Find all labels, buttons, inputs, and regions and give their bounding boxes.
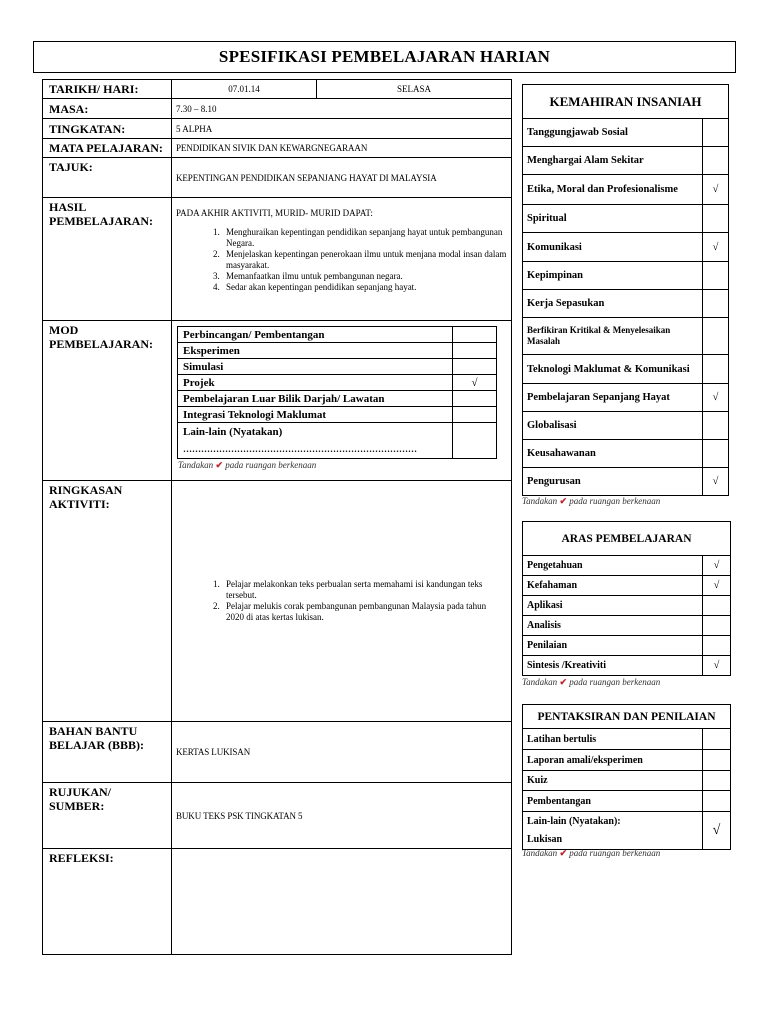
mod-checklist — [177, 326, 497, 459]
kemahiran-item-mark[interactable]: √ — [703, 233, 729, 262]
kemahiran-item-mark[interactable]: √ — [703, 468, 729, 496]
row-mata-pelajaran — [43, 139, 512, 158]
table-row — [178, 359, 497, 375]
row-mod — [43, 321, 512, 481]
pentaksiran-item-label: Laporan amali/eksperimen — [523, 750, 703, 771]
mod-item-label: Simulasi — [178, 359, 453, 375]
kemahiran-item-label: Komunikasi — [523, 233, 703, 262]
mod-note — [178, 460, 511, 471]
hasil-label-line2: PEMBELAJARAN: — [49, 214, 153, 228]
ringkasan-label-line2: AKTIVITI: — [49, 497, 110, 511]
pentaksiran-other-label: Lain-lain (Nyatakan): — [527, 815, 621, 827]
kemahiran-title: KEMAHIRAN INSANIAH — [523, 85, 729, 119]
tick-icon: ✔ — [559, 496, 567, 506]
table-row — [523, 468, 729, 496]
tarikh-value: 07.01.14 — [172, 80, 317, 99]
mod-item-label: Projek — [178, 375, 453, 391]
mod-item-label: Lain-lain (Nyatakan) — [183, 426, 283, 438]
kemahiran-item-label: Teknologi Maklumat & Komunikasi — [523, 355, 703, 384]
aras-item-label: Analisis — [523, 616, 703, 636]
kemahiran-item-mark[interactable] — [703, 119, 729, 147]
list-item: 1. Pelajar melakonkan teks perbualan serta memahami isi kandungan teks tersebut. — [222, 579, 501, 601]
pentaksiran-item-other — [523, 812, 703, 850]
table-row — [523, 355, 729, 384]
table-row — [523, 556, 731, 576]
list-item: 3. Memanfaatkan ilmu untuk pembangunan negara. — [222, 271, 507, 282]
note-prefix: Tandakan — [522, 496, 558, 506]
pentaksiran-table — [522, 704, 731, 850]
table-row — [523, 318, 729, 355]
pentaksiran-title: PENTAKSIRAN DAN PENILAIAN — [523, 705, 731, 729]
hasil-label — [43, 198, 172, 321]
pentaksiran-item-mark[interactable] — [703, 791, 731, 812]
hasil-content — [172, 198, 512, 321]
note-suffix: pada ruangan berkenaan — [569, 848, 661, 858]
tick-icon: ✔ — [215, 460, 223, 470]
kemahiran-item-mark[interactable] — [703, 412, 729, 440]
aras-item-mark[interactable] — [703, 596, 731, 616]
lesson-details-table — [42, 79, 512, 955]
kemahiran-item-mark[interactable] — [703, 440, 729, 468]
table-row — [523, 771, 731, 791]
hasil-intro: PADA AKHIR AKTIVITI, MURID- MURID DAPAT: — [176, 208, 373, 218]
ringkasan-label — [43, 481, 172, 722]
list-item: 2. Menjelaskan kepentingan penerokaan ilmu untuk menjana modal insan dalam masyarakat. — [222, 249, 507, 271]
aras-item-label: Penilaian — [523, 636, 703, 656]
mod-item-mark[interactable] — [453, 343, 497, 359]
bbb-label — [43, 722, 172, 783]
table-row — [523, 233, 729, 262]
aras-item-mark[interactable]: √ — [703, 656, 731, 676]
tick-icon: ✔ — [559, 848, 567, 858]
aras-item-mark[interactable]: √ — [703, 556, 731, 576]
aras-item-mark[interactable]: √ — [703, 576, 731, 596]
kemahiran-item-mark[interactable] — [703, 355, 729, 384]
table-row — [178, 343, 497, 359]
table-row — [523, 147, 729, 175]
pentaksiran-note — [522, 848, 660, 859]
list-item: 4. Sedar akan kepentingan pendidikan sepanjang hayat. — [222, 282, 507, 293]
note-suffix: pada ruangan berkenaan — [569, 496, 661, 506]
kemahiran-item-label: Berfikiran Kritikal & Menyelesaikan Masalah — [523, 318, 703, 355]
pentaksiran-other-value: Lukisan — [527, 833, 563, 845]
table-row — [523, 812, 731, 850]
table-row — [178, 391, 497, 407]
table-row — [523, 576, 731, 596]
note-prefix: Tandakan — [178, 460, 214, 470]
ringkasan-content — [172, 481, 512, 722]
row-refleksi — [43, 849, 512, 955]
mod-content — [172, 321, 512, 481]
table-row — [523, 262, 729, 290]
table-row — [523, 290, 729, 318]
list-item: 1. Menghuraikan kepentingan pendidikan sepanjang hayat untuk pembangunan Negara. — [222, 227, 507, 249]
kemahiran-item-label: Pembelajaran Sepanjang Hayat — [523, 384, 703, 412]
kemahiran-item-label: Menghargai Alam Sekitar — [523, 147, 703, 175]
aras-item-label: Sintesis /Kreativiti — [523, 656, 703, 676]
kemahiran-item-mark[interactable]: √ — [703, 384, 729, 412]
kemahiran-table — [522, 84, 729, 496]
mata-pelajaran-label: MATA PELAJARAN: — [43, 139, 172, 158]
masa-label: MASA: — [43, 99, 172, 119]
mod-item-mark[interactable] — [453, 391, 497, 407]
bbb-label-line2: BELAJAR (BBB): — [49, 738, 145, 752]
table-row — [523, 656, 731, 676]
rujukan-label-line2: SUMBER: — [49, 799, 105, 813]
ringkasan-list — [176, 579, 501, 623]
kemahiran-item-mark[interactable] — [703, 290, 729, 318]
mod-label-line2: PEMBELAJARAN: — [49, 337, 153, 351]
tajuk-label: TAJUK: — [43, 158, 172, 198]
table-row — [523, 384, 729, 412]
table-row — [178, 407, 497, 423]
note-suffix: pada ruangan berkenaan — [225, 460, 317, 470]
table-row — [523, 85, 729, 119]
aras-item-label: Kefahaman — [523, 576, 703, 596]
table-row — [523, 636, 731, 656]
table-row — [178, 423, 497, 459]
kemahiran-item-label: Globalisasi — [523, 412, 703, 440]
mod-item-label: Eksperimen — [178, 343, 453, 359]
kemahiran-item-mark[interactable] — [703, 262, 729, 290]
ringkasan-label-line1: RINGKASAN — [49, 483, 123, 497]
tick-icon: ✔ — [559, 677, 567, 687]
aras-item-mark[interactable] — [703, 636, 731, 656]
pentaksiran-item-mark[interactable] — [703, 729, 731, 750]
page-title: SPESIFIKASI PEMBELAJARAN HARIAN — [33, 41, 736, 73]
table-row — [523, 596, 731, 616]
rujukan-label — [43, 783, 172, 849]
refleksi-value[interactable] — [172, 849, 512, 955]
pentaksiran-item-mark[interactable] — [703, 750, 731, 771]
mod-label — [43, 321, 172, 481]
rujukan-label-line1: RUJUKAN/ — [49, 785, 111, 799]
row-rujukan — [43, 783, 512, 849]
bbb-label-line1: BAHAN BANTU — [49, 724, 138, 738]
kemahiran-item-label: Etika, Moral dan Profesionalisme — [523, 175, 703, 205]
table-row — [523, 791, 731, 812]
kemahiran-note — [522, 496, 660, 507]
kemahiran-item-mark[interactable]: √ — [703, 175, 729, 205]
row-tajuk — [43, 158, 512, 198]
row-hasil — [43, 198, 512, 321]
note-prefix: Tandakan — [522, 677, 558, 687]
tingkatan-value: 5 ALPHA — [172, 119, 512, 139]
aras-table — [522, 521, 731, 676]
mod-item-label: Pembelajaran Luar Bilik Darjah/ Lawatan — [178, 391, 453, 407]
kemahiran-item-label: Kepimpinan — [523, 262, 703, 290]
kemahiran-item-label: Spiritual — [523, 205, 703, 233]
kemahiran-item-label: Keusahawanan — [523, 440, 703, 468]
table-row — [523, 412, 729, 440]
mod-item-other — [178, 423, 453, 459]
kemahiran-item-label: Tanggungjawab Sosial — [523, 119, 703, 147]
refleksi-label: REFLEKSI: — [43, 849, 172, 955]
table-row — [523, 522, 731, 556]
mod-item-mark[interactable] — [453, 327, 497, 343]
aras-note — [522, 677, 660, 688]
bbb-value: KERTAS LUKISAN — [172, 722, 512, 783]
pentaksiran-item-label: Kuiz — [523, 771, 703, 791]
pentaksiran-item-mark[interactable] — [703, 771, 731, 791]
mod-item-mark[interactable]: √ — [453, 375, 497, 391]
table-row — [523, 729, 731, 750]
pentaksiran-item-label: Pembentangan — [523, 791, 703, 812]
note-prefix: Tandakan — [522, 848, 558, 858]
tarikh-label: TARIKH/ HARI: — [43, 80, 172, 99]
kemahiran-item-mark[interactable] — [703, 318, 729, 355]
pentaksiran-item-mark[interactable]: √ — [703, 812, 731, 850]
aras-item-label: Aplikasi — [523, 596, 703, 616]
kemahiran-item-mark[interactable] — [703, 205, 729, 233]
mod-item-label: Perbincangan/ Pembentangan — [178, 327, 453, 343]
table-row — [523, 705, 731, 729]
row-bbb — [43, 722, 512, 783]
aras-item-label: Pengetahuan — [523, 556, 703, 576]
hasil-label-line1: HASIL — [49, 200, 87, 214]
mod-item-mark[interactable] — [453, 407, 497, 423]
tajuk-value: KEPENTINGAN PENDIDIKAN SEPANJANG HAYAT DI MALAYSIA — [172, 158, 512, 198]
table-row — [523, 205, 729, 233]
kemahiran-item-mark[interactable] — [703, 147, 729, 175]
table-row — [178, 327, 497, 343]
table-row — [523, 119, 729, 147]
tingkatan-label: TINGKATAN: — [43, 119, 172, 139]
mata-pelajaran-value: PENDIDIKAN SIVIK DAN KEWARGNEGARAAN — [172, 139, 512, 158]
mod-other-dots: …………………………………………………………………… — [183, 444, 417, 454]
note-suffix: pada ruangan berkenaan — [569, 677, 661, 687]
pentaksiran-item-label: Latihan bertulis — [523, 729, 703, 750]
list-item: 2. Pelajar melukis corak pembangunan pembangunan Malaysia pada tahun 2020 di atas kertas lukisan. — [222, 601, 501, 623]
masa-value: 7.30 – 8.10 — [172, 99, 512, 119]
hasil-list — [176, 227, 507, 293]
row-masa — [43, 99, 512, 119]
aras-title: ARAS PEMBELAJARAN — [523, 522, 731, 556]
kemahiran-item-label: Pengurusan — [523, 468, 703, 496]
mod-item-mark[interactable] — [453, 423, 497, 459]
table-row — [523, 440, 729, 468]
table-row — [523, 175, 729, 205]
row-tarikh — [43, 80, 512, 99]
hari-value: SELASA — [317, 80, 512, 99]
aras-item-mark[interactable] — [703, 616, 731, 636]
table-row — [523, 616, 731, 636]
mod-item-mark[interactable] — [453, 359, 497, 375]
row-tingkatan — [43, 119, 512, 139]
table-row — [178, 375, 497, 391]
row-ringkasan — [43, 481, 512, 722]
kemahiran-item-label: Kerja Sepasukan — [523, 290, 703, 318]
mod-item-label: Integrasi Teknologi Maklumat — [178, 407, 453, 423]
mod-label-line1: MOD — [49, 323, 79, 337]
rujukan-value: BUKU TEKS PSK TINGKATAN 5 — [172, 783, 512, 849]
table-row — [523, 750, 731, 771]
